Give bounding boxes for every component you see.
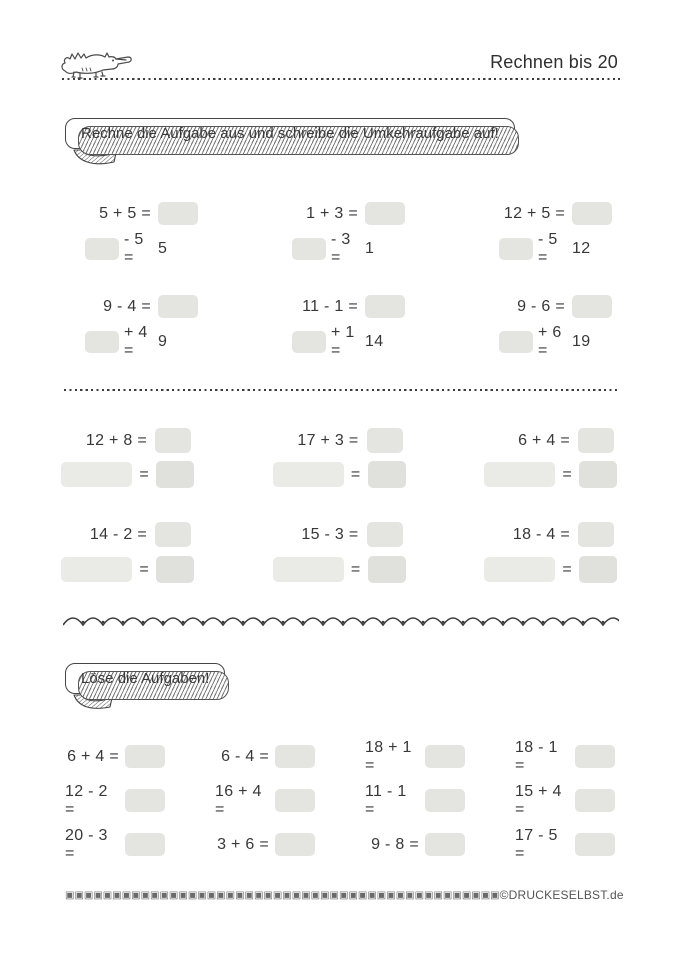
- inverse-result: 9: [158, 332, 168, 350]
- task-label: 6 + 4 =: [518, 431, 570, 449]
- task-row: [63, 522, 194, 547]
- task-label: 20 - 3 =: [65, 826, 108, 862]
- wavy-divider: [63, 612, 619, 632]
- equals-sign: =: [139, 465, 149, 483]
- equals-sign: =: [562, 560, 572, 578]
- solve-column: [65, 745, 165, 862]
- inverse-write-row: [63, 556, 194, 583]
- inverse-op-label: + 6 =: [538, 323, 562, 359]
- inverse-group-column: [499, 202, 618, 359]
- task-row: [365, 738, 465, 774]
- answer-blank[interactable]: [365, 295, 405, 318]
- inverse-write-grid: [63, 428, 617, 583]
- task-label: 18 - 4 =: [512, 525, 570, 543]
- inverse-op-label: - 5 =: [124, 230, 144, 266]
- task-label: 15 - 3 =: [301, 525, 359, 543]
- inverse-result: 1: [365, 239, 375, 257]
- equals-sign: =: [139, 560, 149, 578]
- task-row: [499, 202, 618, 225]
- task-label: 11 - 1 =: [365, 782, 407, 818]
- answer-blank[interactable]: [158, 202, 198, 225]
- task-row: [63, 428, 194, 453]
- footer: [65, 886, 624, 904]
- inverse-result: 19: [572, 332, 591, 350]
- inverse-write-column: [486, 428, 617, 583]
- task-label: 12 - 2 =: [65, 782, 108, 818]
- inverse-equation-blank[interactable]: [61, 462, 132, 487]
- answer-blank[interactable]: [499, 331, 533, 353]
- task-label: 9 - 4 =: [103, 297, 151, 315]
- equals-sign: =: [350, 465, 361, 483]
- inverse-write-row: [63, 461, 194, 488]
- inverse-row: [292, 323, 411, 359]
- task-label: 12 + 8 =: [85, 431, 147, 449]
- inverse-write-row: [486, 556, 617, 583]
- task-row: [515, 738, 615, 774]
- task-row: [275, 428, 406, 453]
- answer-blank[interactable]: [578, 428, 614, 453]
- answer-blank[interactable]: [158, 295, 198, 318]
- task-label: 17 - 5 =: [515, 826, 558, 862]
- task-row: [65, 745, 165, 768]
- inverse-write-column: [275, 428, 406, 583]
- answer-blank[interactable]: [292, 238, 326, 260]
- inverse-result: 14: [365, 332, 384, 350]
- inverse-write-row: [275, 556, 406, 583]
- inverse-equation-blank[interactable]: [484, 462, 555, 487]
- instruction-text: Rechne die Aufgabe aus und schreibe die Umkehraufgabe auf!: [81, 125, 499, 142]
- task-row: [65, 782, 165, 818]
- footer-brand: ©DRUCKESELBST.de: [499, 888, 624, 902]
- solve-column: [365, 738, 465, 856]
- inverse-group-column: [292, 202, 411, 359]
- inverse-op-label: + 4 =: [124, 323, 148, 359]
- task-row: [85, 202, 204, 225]
- task-row: [365, 782, 465, 818]
- answer-blank[interactable]: [425, 745, 465, 768]
- answer-blank[interactable]: [368, 461, 406, 488]
- inverse-op-label: + 1 =: [331, 323, 355, 359]
- inverse-equation-blank[interactable]: [273, 462, 344, 487]
- answer-blank[interactable]: [575, 833, 615, 856]
- inverse-write-column: [63, 428, 194, 583]
- answer-blank[interactable]: [499, 238, 533, 260]
- answer-blank[interactable]: [125, 745, 165, 768]
- answer-blank[interactable]: [575, 789, 615, 812]
- task-label: 6 - 4 =: [221, 747, 269, 765]
- task-row: [215, 745, 315, 768]
- inverse-result: 5: [158, 239, 168, 257]
- task-row: [486, 428, 617, 453]
- answer-blank[interactable]: [275, 833, 315, 856]
- answer-blank[interactable]: [425, 833, 465, 856]
- answer-blank[interactable]: [156, 461, 194, 488]
- equals-sign: =: [350, 560, 361, 578]
- task-label: 3 + 6 =: [217, 835, 269, 853]
- instruction-bubble-inverse: [65, 118, 515, 149]
- task-row: [65, 826, 165, 862]
- inverse-op-label: - 5 =: [538, 230, 558, 266]
- inverse-equation-blank[interactable]: [61, 557, 132, 582]
- answer-blank[interactable]: [275, 745, 315, 768]
- footer-ornament-squares: ▣▣▣▣▣▣▣▣▣▣▣▣▣▣▣▣▣▣▣▣▣▣▣▣▣▣▣▣▣▣▣▣▣▣▣▣▣▣▣▣▣▣▣▣▣▣: [65, 889, 500, 901]
- inverse-write-row: [486, 461, 617, 488]
- answer-blank[interactable]: [572, 202, 612, 225]
- inverse-group-column: [85, 202, 204, 359]
- answer-blank[interactable]: [156, 556, 194, 583]
- task-label: 16 + 4 =: [215, 782, 262, 818]
- task-row: [275, 522, 406, 547]
- answer-blank[interactable]: [275, 789, 315, 812]
- answer-blank[interactable]: [155, 522, 191, 547]
- task-row: [292, 295, 411, 318]
- task-label: 17 + 3 =: [297, 431, 359, 449]
- solve-column: [215, 745, 315, 856]
- answer-blank[interactable]: [367, 428, 403, 453]
- answer-blank[interactable]: [575, 745, 615, 768]
- task-row: [515, 782, 615, 818]
- inverse-equation-blank[interactable]: [273, 557, 344, 582]
- inverse-result: 12: [572, 239, 591, 257]
- answer-blank[interactable]: [579, 556, 617, 583]
- answer-blank[interactable]: [425, 789, 465, 812]
- header-dotted-rule: [62, 78, 620, 80]
- answer-blank[interactable]: [155, 428, 191, 453]
- page-title: Rechnen bis 20: [490, 52, 618, 72]
- answer-blank[interactable]: [367, 522, 403, 547]
- section-dotted-divider: [64, 389, 618, 391]
- solve-column: [515, 738, 615, 862]
- task-label: 12 + 5 =: [503, 204, 565, 222]
- inverse-write-row: [275, 461, 406, 488]
- inverse-practice-grid: [85, 202, 618, 359]
- solve-grid: [65, 738, 615, 862]
- answer-blank[interactable]: [125, 833, 165, 856]
- inverse-row: [85, 230, 204, 266]
- task-row: [486, 522, 617, 547]
- task-label: 6 + 4 =: [67, 747, 119, 765]
- task-label: 18 - 1 =: [515, 738, 558, 774]
- task-label: 9 - 6 =: [517, 297, 565, 315]
- inverse-row: [499, 230, 618, 266]
- answer-blank[interactable]: [292, 331, 326, 353]
- task-label: 15 + 4 =: [515, 782, 562, 818]
- inverse-row: [499, 323, 618, 359]
- task-row: [215, 833, 315, 856]
- task-label: 18 + 1 =: [365, 738, 412, 774]
- task-row: [515, 826, 615, 862]
- task-label: 5 + 5 =: [99, 204, 151, 222]
- task-label: 9 - 8 =: [371, 835, 419, 853]
- answer-blank[interactable]: [368, 556, 406, 583]
- task-row: [85, 295, 204, 318]
- task-row: [292, 202, 411, 225]
- instruction-bubble-solve: [65, 663, 225, 694]
- instruction-text: Löse die Aufgaben!: [81, 670, 210, 687]
- answer-blank[interactable]: [125, 789, 165, 812]
- answer-blank[interactable]: [579, 461, 617, 488]
- task-row: [365, 833, 465, 856]
- answer-blank[interactable]: [572, 295, 612, 318]
- inverse-row: [292, 230, 411, 266]
- task-row: [215, 782, 315, 818]
- equals-sign: =: [562, 465, 572, 483]
- task-label: 11 - 1 =: [302, 297, 358, 315]
- inverse-equation-blank[interactable]: [484, 557, 555, 582]
- task-row: [499, 295, 618, 318]
- answer-blank[interactable]: [365, 202, 405, 225]
- inverse-op-label: - 3 =: [331, 230, 351, 266]
- answer-blank[interactable]: [85, 238, 119, 260]
- task-label: 1 + 3 =: [306, 204, 358, 222]
- task-label: 14 - 2 =: [89, 525, 147, 543]
- answer-blank[interactable]: [578, 522, 614, 547]
- answer-blank[interactable]: [85, 331, 119, 353]
- inverse-row: [85, 323, 204, 359]
